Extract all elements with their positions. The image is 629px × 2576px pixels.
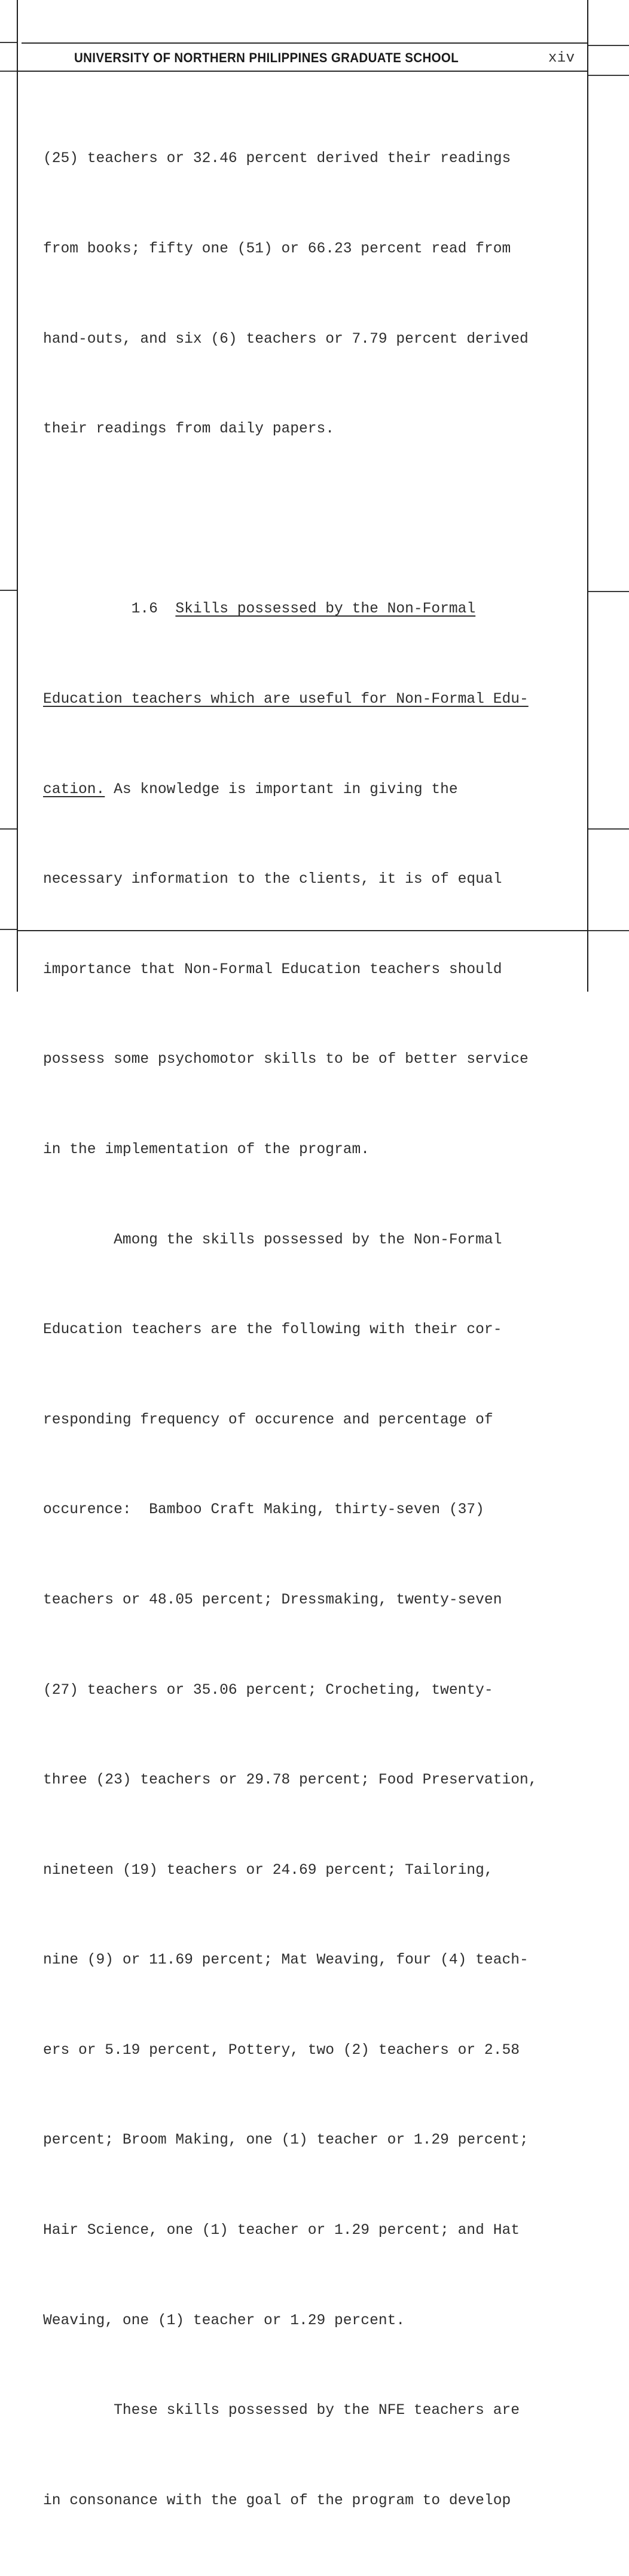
- margin-tick: [0, 929, 17, 930]
- text-line: percent; Broom Making, one (1) teacher or 1.29 percent;: [43, 2132, 529, 2149]
- text-line: nine (9) or 11.69 percent; Mat Weaving, four (4) teach-: [43, 1952, 529, 1969]
- text-line: Among the skills possessed by the Non-Formal: [43, 1231, 502, 1248]
- margin-tick: [588, 75, 629, 76]
- section-heading-line-1: [43, 595, 569, 624]
- left-margin-rule: [17, 0, 18, 992]
- text-line: Weaving, one (1) teacher or 1.29 percent.: [43, 2312, 405, 2329]
- text-line: (27) teachers or 35.06 percent; Crocheting, twenty-: [43, 1682, 493, 1699]
- section-heading: Skills possessed by the Non-Formal: [175, 601, 476, 618]
- text-line: three (23) teachers or 29.78 percent; Food Preservation,: [43, 1772, 538, 1789]
- text-line: teachers or 48.05 percent; Dressmaking, twenty-seven: [43, 1592, 502, 1608]
- text-line: importance that Non-Formal Education teachers should: [43, 961, 502, 978]
- body-text: [43, 84, 569, 2576]
- text-line: Education teachers are the following with their cor-: [43, 1322, 502, 1339]
- text-line: hand-outs, and six (6) teachers or 7.79 percent derived: [43, 331, 529, 347]
- header-bottom-rule: [18, 71, 587, 72]
- margin-tick: [588, 930, 629, 931]
- text-line: Hair Science, one (1) teacher or 1.29 percent; and Hat: [43, 2223, 520, 2239]
- paragraph-start: As knowledge is important in giving the: [105, 781, 458, 798]
- margin-tick: [0, 71, 17, 72]
- text-line: from books; fifty one (51) or 66.23 percent read from: [43, 241, 511, 257]
- text-line: necessary information to the clients, it is of equal: [43, 871, 502, 888]
- text-line: in consonance with the goal of the program to develop: [43, 2492, 511, 2509]
- text-line: (25) teachers or 32.46 percent derived their readings: [43, 151, 511, 167]
- text-line: responding frequency of occurence and percentage of: [43, 1412, 493, 1428]
- text-line: nineteen (19) teachers or 24.69 percent; Tailoring,: [43, 1862, 493, 1879]
- section-number: 1.6: [131, 601, 158, 618]
- blank-line: [43, 505, 569, 535]
- section-heading-cont: Education teachers which are useful for Non-Formal Edu-: [43, 691, 529, 708]
- header-top-rule: [22, 42, 587, 44]
- text-line: possess some psychomotor skills to be of better service: [43, 1051, 529, 1068]
- margin-tick: [0, 42, 17, 43]
- page-number: xiv: [548, 50, 575, 66]
- margin-tick: [588, 591, 629, 592]
- section-heading-line-3: [43, 775, 569, 805]
- margin-tick: [588, 45, 629, 46]
- text-line: ers or 5.19 percent, Pottery, two (2) teachers or 2.58: [43, 2042, 520, 2059]
- right-margin-rule: [587, 0, 588, 992]
- margin-tick: [0, 590, 17, 591]
- text-line: in the implementation of the program.: [43, 1141, 370, 1158]
- text-line: their readings from daily papers.: [43, 421, 335, 438]
- margin-tick: [588, 828, 629, 830]
- text-line: occurence: Bamboo Craft Making, thirty-seven (37): [43, 1502, 484, 1519]
- margin-tick: [0, 828, 17, 830]
- section-heading-line-2: [43, 685, 569, 715]
- section-heading-end: cation.: [43, 781, 105, 798]
- institution-title: UNIVERSITY OF NORTHERN PHILIPPINES GRADUATE SCHOOL: [74, 50, 459, 65]
- text-line: These skills possessed by the NFE teachers are: [43, 2403, 520, 2419]
